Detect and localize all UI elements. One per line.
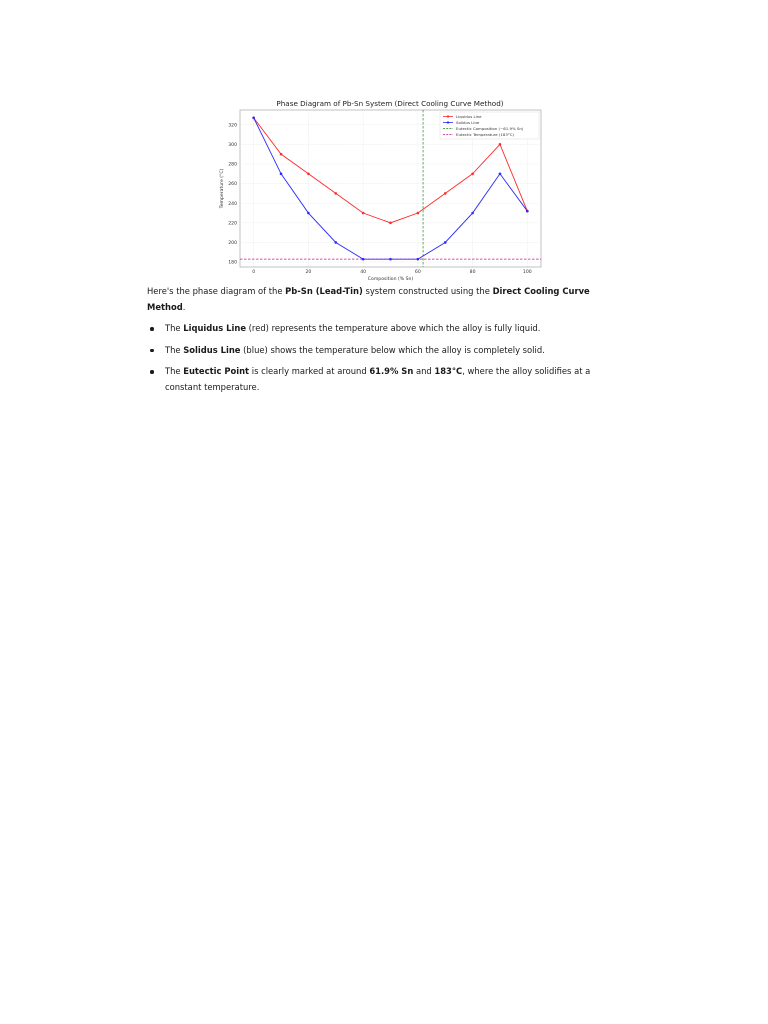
- legend-label-eutectic-composition-61-9-sn: Eutectic Composition (~61.9% Sn): [456, 125, 524, 131]
- bullet-dot-icon: [150, 370, 154, 374]
- data-point-solidus-line: [334, 241, 337, 244]
- data-point-solidus-line: [499, 172, 502, 175]
- data-point-solidus-line: [362, 258, 365, 261]
- bullet-bold: 183°C: [434, 366, 463, 376]
- data-point-liquidus-line: [307, 172, 310, 175]
- bullet-text: is clearly marked at around: [249, 366, 370, 376]
- phase-diagram-chart: [210, 96, 550, 286]
- data-point-solidus-line: [444, 241, 447, 244]
- data-point-solidus-line: [307, 212, 310, 215]
- bullet-bold: Solidus Line: [183, 344, 241, 355]
- legend-label-eutectic-temperature-183-c: Eutectic Temperature (183°C): [456, 131, 514, 137]
- x-tick-label: 60: [414, 270, 421, 275]
- data-point-liquidus-line: [417, 212, 420, 215]
- x-tick-label: 20: [305, 270, 312, 275]
- chart-title: Phase Diagram of Pb-Sn System (Direct Cooling Curve Method): [276, 99, 504, 108]
- bullet-text: The: [165, 366, 184, 376]
- legend-label-liquidus-line: Liquidus Line: [456, 113, 482, 119]
- bullet-bold: Liquidus Line: [183, 323, 246, 333]
- y-tick-label: 240: [228, 201, 237, 207]
- y-axis-label: Temperature (°C): [220, 168, 225, 209]
- legend-label-solidus-line: Solidus Line: [456, 119, 480, 125]
- data-point-liquidus-line: [362, 212, 365, 215]
- x-tick-label: 100: [522, 270, 532, 275]
- y-tick-label: 200: [228, 241, 237, 247]
- x-tick-label: 0: [252, 270, 256, 275]
- x-axis-label: Composition (% Sn): [367, 277, 414, 282]
- y-tick-label: 320: [228, 123, 237, 129]
- bullet-text: and: [413, 366, 435, 376]
- data-point-liquidus-line: [499, 143, 502, 146]
- list-item: [147, 321, 597, 337]
- bullet-dot-icon: [150, 349, 154, 353]
- bullet-text: (red) represents the temperature above which the alloy is fully liquid.: [246, 323, 541, 333]
- bullet-bold: 61.9% Sn: [369, 366, 414, 376]
- bullet-text: (blue) shows the temperature below which the alloy is completely solid.: [240, 344, 545, 355]
- intro-text-2: system constructed using the: [362, 286, 493, 296]
- data-point-solidus-line: [526, 210, 529, 213]
- x-tick-label: 40: [360, 270, 367, 275]
- legend-marker-solidus-line: [447, 121, 449, 123]
- bullet-dot-icon: [150, 327, 154, 331]
- data-point-liquidus-line: [280, 153, 283, 156]
- x-tick-label: 80: [469, 270, 476, 275]
- intro-text-1: Here's the phase diagram of the: [147, 286, 286, 296]
- data-point-liquidus-line: [471, 172, 474, 175]
- y-tick-label: 180: [228, 260, 237, 266]
- bullet-text: The: [165, 344, 184, 355]
- legend-marker-liquidus-line: [447, 115, 449, 117]
- data-point-liquidus-line: [389, 222, 392, 225]
- bullet-text: , where the alloy solidifies at a constant temperature.: [165, 366, 591, 392]
- data-point-solidus-line: [389, 258, 392, 261]
- bullet-list: [147, 321, 597, 395]
- chart-legend: [440, 112, 539, 139]
- bullet-bold: Eutectic Point: [183, 366, 250, 376]
- data-point-solidus-line: [471, 212, 474, 215]
- list-item: [147, 364, 597, 395]
- data-point-liquidus-line: [334, 192, 337, 195]
- assistant-response: [147, 284, 597, 401]
- intro-paragraph: [147, 284, 597, 315]
- y-tick-label: 260: [228, 182, 237, 188]
- intro-bold-system: Pb-Sn (Lead-Tin): [285, 286, 363, 296]
- chart-svg: [210, 96, 550, 286]
- y-tick-label: 280: [228, 162, 237, 168]
- y-tick-label: 220: [228, 221, 237, 227]
- data-point-solidus-line: [280, 172, 283, 175]
- y-tick-label: 300: [228, 142, 237, 148]
- data-point-liquidus-line: [444, 192, 447, 195]
- intro-bold-method: Direct Cooling Curve Method: [147, 286, 590, 312]
- bullet-text: The: [165, 323, 184, 333]
- data-point-solidus-line: [417, 258, 420, 261]
- data-point-solidus-line: [252, 117, 255, 120]
- list-item: [147, 343, 597, 359]
- intro-text-3: .: [182, 301, 186, 312]
